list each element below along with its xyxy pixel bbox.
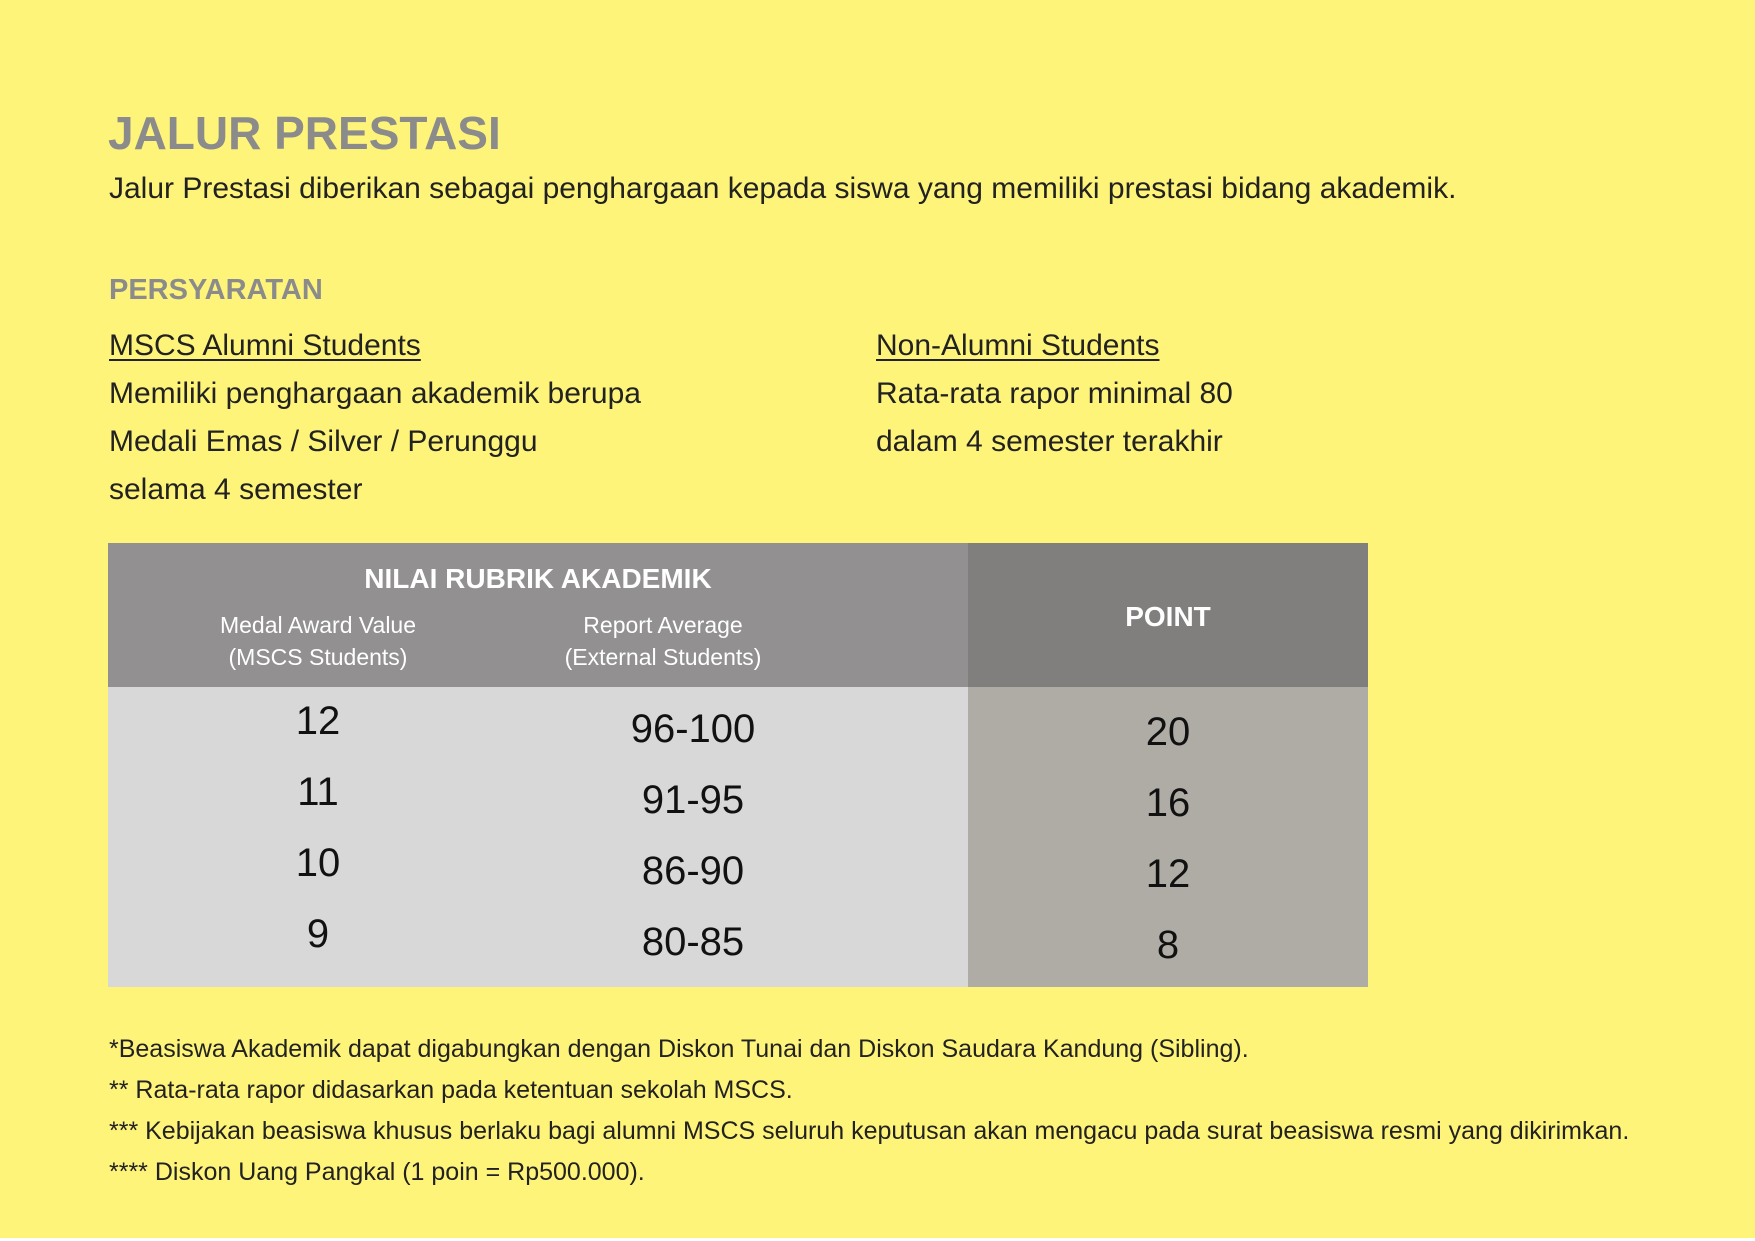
non-alumni-requirements [876,322,1576,466]
medal-value-cell: 12 [295,699,341,743]
alumni-requirement-line: selama 4 semester [109,473,363,506]
rubric-group-header: NILAI RUBRIK AKADEMIK [364,563,712,594]
point-header-label: POINT [1125,601,1211,632]
footnote: *** Kebijakan beasiswa khusus berlaku bagi alumni MSCS seluruh keputusan akan mengacu pada surat beasiswa resmi yang dikirimkan. [109,1117,1630,1145]
alumni-heading: MSCS Alumni Students [109,329,421,362]
point-value-cell: 20 [1145,710,1191,754]
academic-rubric-table [108,543,1368,987]
non-alumni-requirement-line: Rata-rata rapor minimal 80 [876,377,1233,410]
medal-value-cell: 9 [306,912,330,956]
report-header-line: Report Average [583,612,743,638]
report-header-line: (External Students) [564,644,762,670]
non-alumni-heading: Non-Alumni Students [876,329,1160,362]
report-average-cell: 86-90 [641,849,745,893]
point-value-cell: 8 [1156,923,1180,967]
alumni-requirement-line: Memiliki penghargaan akademik berupa [109,377,641,410]
point-body [968,687,1368,987]
report-average-cell: 96-100 [630,707,756,751]
intro-text: Jalur Prestasi diberikan sebagai penghargaan kepada siswa yang memiliki prestasi bidang akademik. [109,172,1457,205]
requirements-title: PERSYARATAN [109,274,323,306]
footnote: **** Diskon Uang Pangkal (1 poin = Rp500.000). [109,1158,645,1186]
report-average-cell: 80-85 [641,920,745,964]
rubric-body [108,687,968,987]
medal-value-cell: 10 [295,841,341,885]
footnotes [109,1029,1629,1193]
point-column-header [968,543,1368,687]
report-average-cell: 91-95 [641,778,745,822]
page-title: JALUR PRESTASI [108,107,501,159]
medal-header-line: (MSCS Students) [228,644,408,670]
medal-column-header [168,609,468,673]
medal-value-cell: 11 [297,770,339,814]
report-column-header [513,609,813,673]
footnote: ** Rata-rata rapor didasarkan pada ketentuan sekolah MSCS. [109,1076,793,1104]
rubric-header [108,543,968,687]
non-alumni-requirement-line: dalam 4 semester terakhir [876,425,1223,458]
point-value-cell: 16 [1145,781,1191,825]
medal-header-line: Medal Award Value [219,612,417,638]
footnote: *Beasiswa Akademik dapat digabungkan dengan Diskon Tunai dan Diskon Saudara Kandung (Sibling). [109,1035,1249,1063]
alumni-requirements [109,322,829,514]
alumni-requirement-line: Medali Emas / Silver / Perunggu [109,425,538,458]
point-value-cell: 12 [1145,852,1191,896]
